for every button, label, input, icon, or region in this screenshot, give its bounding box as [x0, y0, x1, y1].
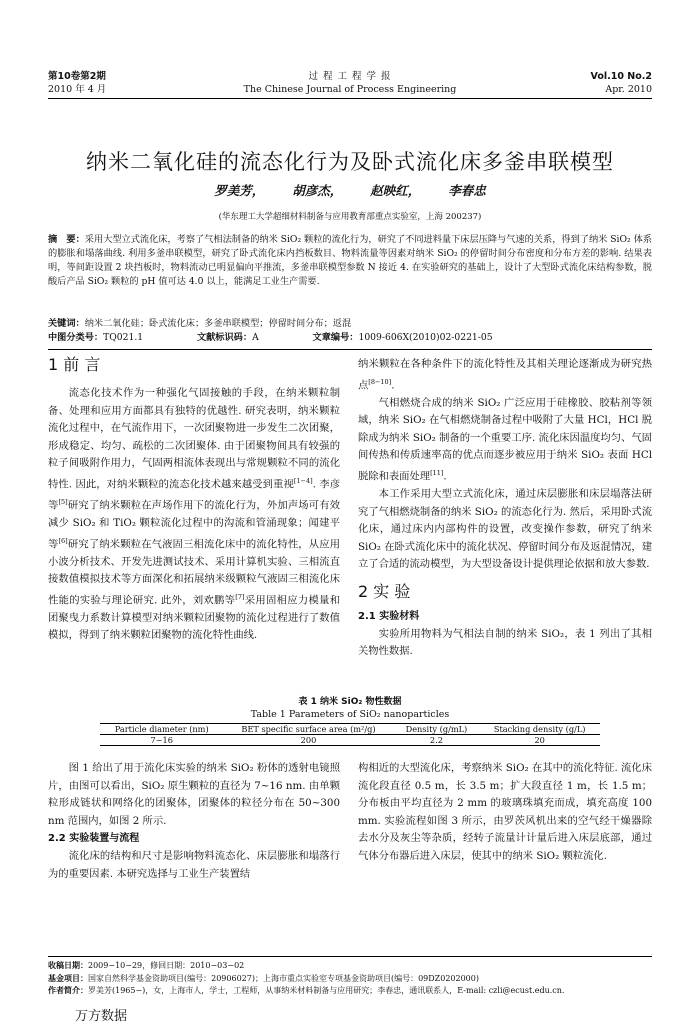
left-column-top	[48, 353, 340, 645]
header-right	[591, 70, 652, 96]
footnote	[48, 960, 652, 998]
wanfang-watermark: 万方数据	[75, 1009, 128, 1024]
classification-line	[48, 331, 652, 345]
citation: [5]	[58, 497, 68, 506]
author: 赵映红，	[370, 183, 421, 198]
table-cell: 20	[534, 735, 545, 745]
clc-value: TQ021.1	[103, 332, 144, 343]
volume-en: Vol.10 No.2	[590, 71, 652, 82]
table-cell: 200	[300, 735, 317, 745]
volume-issue: 第10卷第2期	[48, 71, 106, 82]
abstract	[48, 233, 652, 289]
paragraph: 本工作采用大型立式流化床，通过床层膨胀和床层塌落法研究了气相燃烧制备的纳米 SiO₂ 的流态化行为. 然后，采用卧式流化床，通过床内内部构件的设置，改变操作参数，研究了纳米 SiO₂ 在卧式流化床中的流化状况、停留时间分布及返混情况，建立了合适的流动模型，为大型设备设计提供理论依据和放大参数.	[358, 488, 652, 571]
footnote-rule	[48, 956, 652, 957]
text: 纳米颗粒在各种条件下的流化特性及其相关理论逐渐成为研究热点	[358, 358, 652, 392]
subsection-heading: 2.1 实验材料	[358, 610, 420, 622]
table-1	[48, 696, 652, 746]
issue-date: 2010 年 4 月	[48, 84, 107, 95]
column-header: Density (g/mL)	[405, 724, 468, 734]
paragraph: 实验所用物料为气相法自制的纳米 SiO₂，表 1 列出了其相关物性数据.	[358, 627, 652, 658]
table-row	[100, 735, 600, 746]
doc-label: 文献标识码：	[196, 332, 253, 343]
paragraph	[358, 395, 652, 486]
table-title-cn: 表 1 纳米 SiO₂ 物性数据	[298, 697, 402, 707]
citation: [1−4]	[293, 476, 313, 485]
table-header-row	[100, 724, 600, 735]
journal-name-en: The Chinese Journal of Process Engineering	[243, 84, 457, 95]
right-column-top	[358, 356, 652, 661]
keywords	[48, 317, 652, 331]
text: 研究了纳米颗粒在声场作用下的流化行为，外加声场可有效减少 SiO₂ 和 TiO₂ 颗粒流化过程中的沟流和管涌现象；闻建平等	[48, 499, 341, 551]
affiliation: (华东理工大学超细材料制备与应用教育部重点实验室，上海 200237)	[218, 212, 482, 222]
article-label: 文章编号：	[312, 332, 359, 343]
table-title-en: Table 1 Parameters of SiO₂ nanoparticles	[250, 709, 450, 720]
left-column-bottom	[48, 760, 340, 883]
table-cell: 7~16	[150, 735, 173, 745]
paragraph: 图 1 给出了用于流化床实验的纳米 SiO₂ 粉体的透射电镜照片，由图可以看出，SiO₂ 原生颗粒的直径为 7~16 nm. 由单颗粒形成链状和网络化的团聚体，团聚体的粒径分布在 50~300 nm 范围内，如图 2 所示.	[48, 762, 340, 827]
paper-title: 纳米二氧化硅的流态化行为及卧式流化床多釜串联模型	[86, 150, 614, 174]
table-cell: 2.2	[429, 735, 443, 745]
received-label: 收稿日期：	[48, 961, 88, 970]
citation: [8−10]	[368, 377, 392, 386]
citation: [11]	[430, 468, 444, 477]
paragraph: 流化床的结构和尺寸是影响物料流态化、床层膨胀和塌落行为的重要因素. 本研究选择与工业生产装置结	[48, 849, 340, 880]
column-header: Stacking density (g/L)	[493, 724, 586, 734]
keywords-text: 纳米二氧化硅；卧式流化床；多釜串联模型；停留时间分布；返混	[84, 318, 352, 329]
citation: [6]	[58, 536, 68, 545]
paragraph: 构相近的大型流化床，考察纳米 SiO₂ 在其中的流化特征. 流化床流化段直径 0.5 m，长 3.5 m；扩大段直径 1 m，长 1.5 m；分布板由平均直径为 2 mm 的玻璃珠填充而成，填充高度 100 mm. 实验流程如图 3 所示，由罗茨风机出来的空气经干燥器除去水分及灰尘等杂质，经转子流量计计量后进入床层底部，通过气体分布器后进入床层，使其中的纳米 SiO₂ 颗粒流化.	[358, 762, 652, 862]
keywords-label: 关键词：	[48, 318, 85, 329]
column-header: BET specific surface area (m²/g)	[241, 724, 376, 734]
fund-label: 基金项目：	[48, 973, 88, 983]
abstract-rule	[48, 349, 652, 350]
author: 李春忠	[448, 183, 486, 198]
right-column-bottom	[358, 760, 652, 866]
text: 流态化技术作为一种强化气固接触的手段，在纳米颗粒制备、处理和应用方面都具有独特的优越性. 研究表明，纳米颗粒流化过程中，在气流作用下，一次团聚物进一步发生二次团聚，形成稳定、均匀、疏松的二次团聚体. 由于团聚物间具有较强的粒子间吸附作用力，气固两相流体表现出与常规颗粒不同的流化特性. 因此，对纳米颗粒的流态化技术越来越受到重视	[48, 387, 340, 491]
doc-value: A	[252, 332, 259, 343]
clc-label: 中图分类号：	[48, 332, 104, 343]
author-list	[0, 181, 700, 199]
author-bio: 罗美芳(1965−)，女，上海市人，学士，工程师，从事纳米材料制备与应用研究；李春忠，通讯联系人，E-mail: czli@ecust.edu.cn.	[88, 986, 565, 995]
article-value: 1009-606X(2010)02-0221-05	[358, 332, 493, 343]
author: 胡彦杰，	[292, 183, 343, 198]
date-en: Apr. 2010	[605, 84, 652, 95]
abstract-label: 摘 要：	[48, 234, 85, 245]
author: 罗美芳，	[214, 183, 265, 198]
paragraph	[358, 356, 652, 395]
header-rule	[48, 98, 652, 99]
subsection-heading: 2.2 实验装置与流程	[48, 833, 140, 845]
author-bio-label: 作者简介：	[48, 986, 88, 995]
journal-name-cn: 过 程 工 程 学 报	[308, 71, 392, 82]
text: . 李彦等	[48, 478, 341, 512]
section-heading-intro: 1 前 言	[48, 355, 101, 374]
text: 采用固相应力模量和团聚曳力系数计算模型对纳米颗粒团聚物的流化过程进行了数值模拟，得到了纳米颗粒团聚物的流化特性曲线.	[48, 594, 341, 642]
text: 气相燃烧合成的纳米 SiO₂ 广泛应用于硅橡胶、胶粘剂等领域，纳米 SiO₂ 在气相燃烧制备过程中吸附了大量 HCl，HCl 脱除成为纳米 SiO₂ 制备的一个重要工序. 流化床因温度均匀、气固间传热和传质速率高的优点而逐步被应用于纳米 SiO₂ 表面 HCl 脱除和表面处理	[358, 396, 652, 483]
text: .	[391, 379, 395, 392]
fund-text: 国家自然科学基金资助项目(编号：20906027)；上海市重点实验室专项基金资助项目(编号：09DZ0202000)	[88, 973, 479, 983]
text: 研究了纳米颗粒在气液固三相流化床中的流化特性，从应用小波分析技术、开发先进测试技术、采用计算机实验、三相流直接数值模拟技术等方面深化和拓展纳米级颗粒气液固三相流化床性能的实验与理论研究. 此外，刘欢鹏等	[48, 538, 341, 607]
section-heading-experiment: 2 实 验	[358, 581, 411, 601]
text: .	[443, 470, 447, 483]
abstract-text: 采用大型立式流化床，考察了气相法制备的纳米 SiO₂ 颗粒的流化行为，研究了不同进料量下床层压降与气速的关系，得到了纳米 SiO₂ 体系的膨胀和塌落曲线. 利用多釜串联模型，研究了卧式流化床内挡板数目、物料流量等因素对纳米 SiO₂ 的停留时间分布密度和分布方差的影响. 结果表明，等间距设置 2 块挡板时，物料流动已明显偏向平推流，多釜串联模型参数 N 接近 4. 在实验研究的基础上，设计了大型卧式流化床结构参数，脱酸后产品 SiO₂ 颗粒的 pH 值可达 4.0 以上，能满足工业生产需要.	[48, 234, 653, 287]
received-dates: 2009−10−29，修回日期：2010−03−02	[88, 961, 245, 970]
column-header: Particle diameter (nm)	[114, 724, 209, 734]
intro-paragraph	[48, 385, 340, 645]
parameters-table	[100, 723, 600, 746]
citation: [7]	[235, 592, 245, 601]
